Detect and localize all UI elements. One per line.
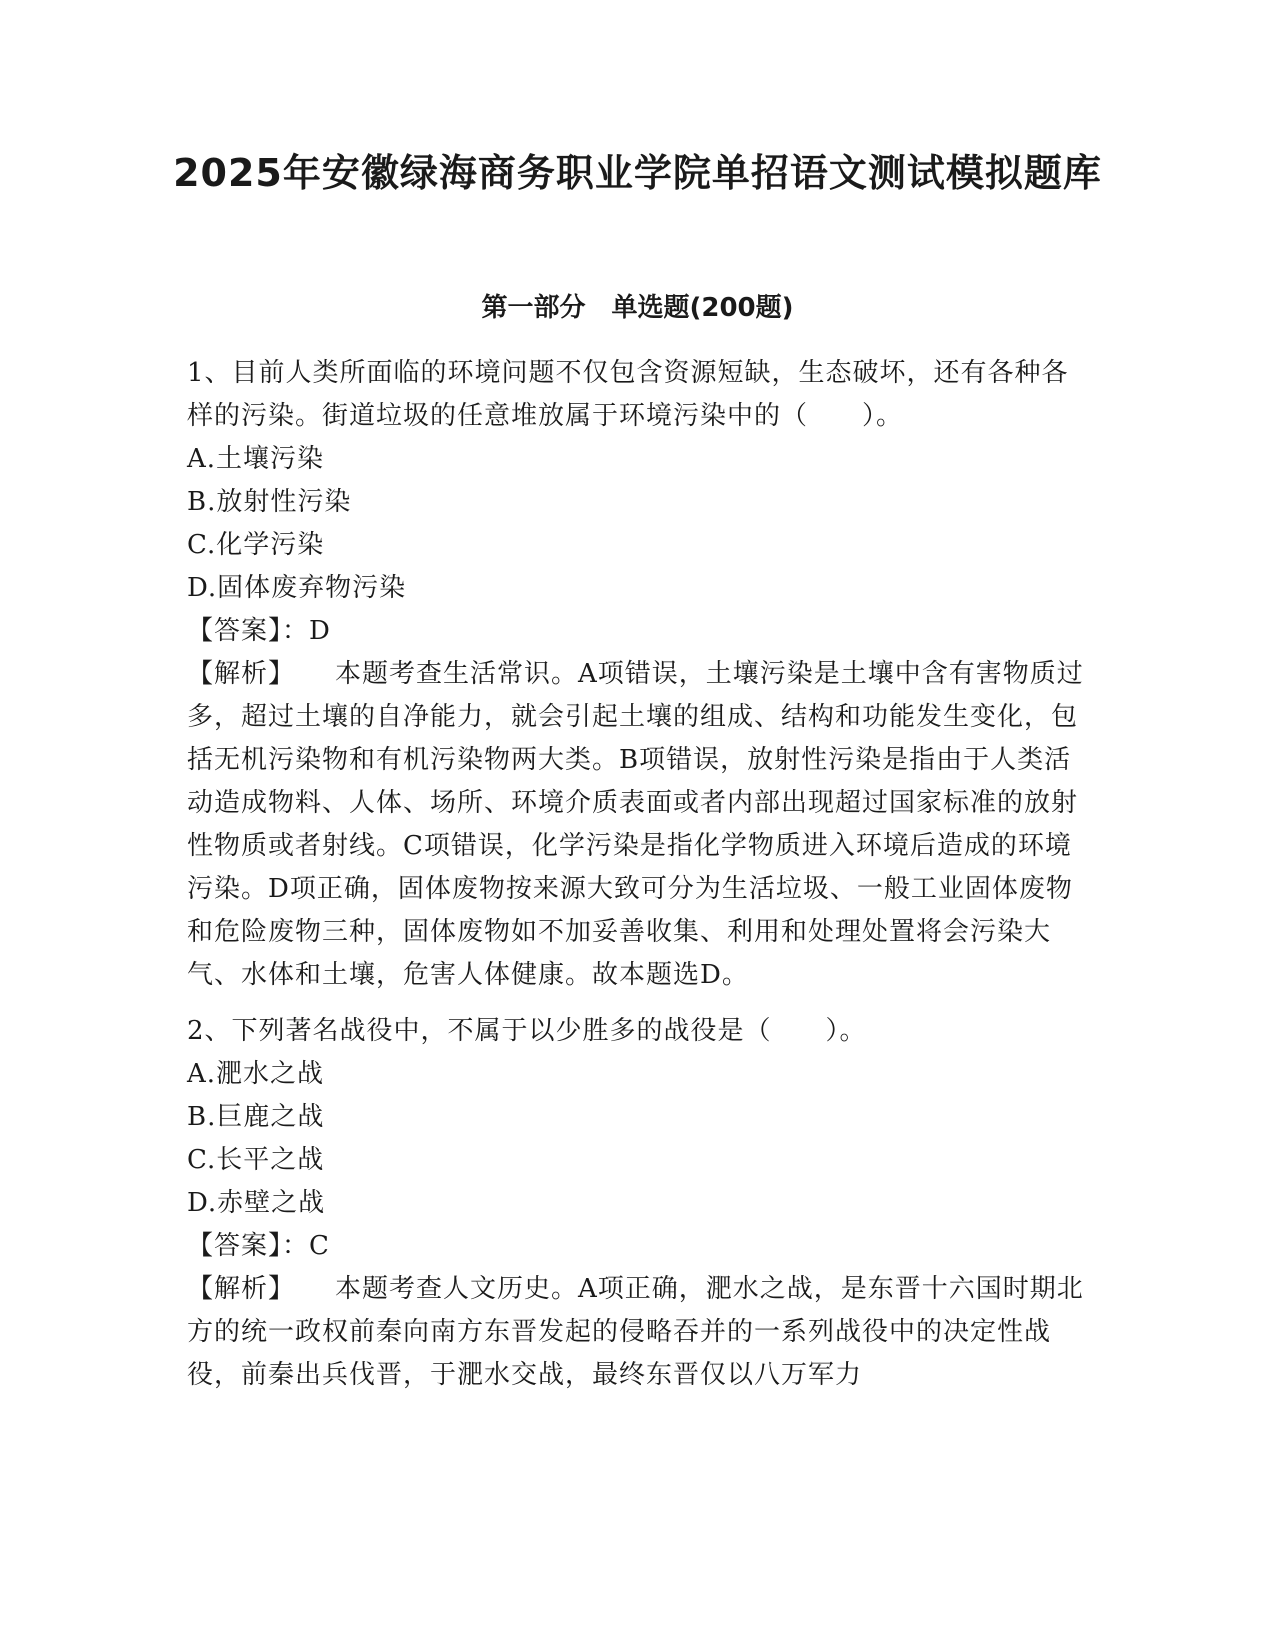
question-stem: 1、目前人类所面临的环境问题不仅包含资源短缺，生态破坏，还有各种各样的污染。街道垃圾的任意堆放属于环境污染中的（ ）。 xyxy=(187,358,1069,431)
section-title: 第一部分 单选题(200题) xyxy=(481,293,794,323)
option-d: D.赤壁之战 xyxy=(187,1188,326,1218)
option-b: B.放射性污染 xyxy=(187,487,352,517)
analysis-label: 【解析】 xyxy=(187,659,296,689)
option-d: D.固体废弃物污染 xyxy=(187,573,407,603)
option-b: B.巨鹿之战 xyxy=(187,1102,325,1132)
option-c: C.长平之战 xyxy=(187,1145,325,1175)
answer-line xyxy=(187,1225,1087,1268)
question-item xyxy=(187,352,1087,997)
question-list xyxy=(187,352,1087,1410)
question-stem: 2、下列著名战役中，不属于以少胜多的战役是（ ）。 xyxy=(187,1016,867,1046)
analysis-paragraph xyxy=(187,653,1087,997)
analysis-text: 本题考查生活常识。A项错误，土壤污染是土壤中含有害物质过多，超过土壤的自净能力，就会引起土壤的组成、结构和功能发生变化，包括无机污染物和有机污染物两大类。B项错误，放射性污染是指由于人类活动造成物料、人体、场所、环境介质表面或者内部出现超过国家标准的放射性物质或者射线。C项错误，化学污染是指化学物质进入环境后造成的环境污染。D项正确，固体废物按来源大致可分为生活垃圾、一般工业固体废物和危险废物三种，固体废物如不加妥善收集、利用和处理处置将会污染大气、水体和土壤，危害人体健康。故本题选D。 xyxy=(187,659,1084,990)
option-a: A.淝水之战 xyxy=(187,1059,325,1089)
answer-value: D xyxy=(309,616,331,646)
answer-label: 【答案】： xyxy=(187,1231,310,1261)
answer-label: 【答案】： xyxy=(187,616,310,646)
analysis-text: 本题考查人文历史。A项正确，淝水之战，是东晋十六国时期北方的统一政权前秦向南方东晋发起的侵略吞并的一系列战役中的决定性战役，前秦出兵伐晋，于淝水交战，最终东晋仅以八万军力 xyxy=(187,1274,1084,1390)
answer-line xyxy=(187,610,1087,653)
answer-value: C xyxy=(309,1231,330,1261)
question-item xyxy=(187,1010,1087,1397)
analysis-label: 【解析】 xyxy=(187,1274,296,1304)
analysis-paragraph xyxy=(187,1268,1087,1397)
document-title: 2025年安徽绿海商务职业学院单招语文测试模拟题库 xyxy=(173,151,1102,195)
option-a: A.土壤污染 xyxy=(187,444,325,474)
option-c: C.化学污染 xyxy=(187,530,325,560)
